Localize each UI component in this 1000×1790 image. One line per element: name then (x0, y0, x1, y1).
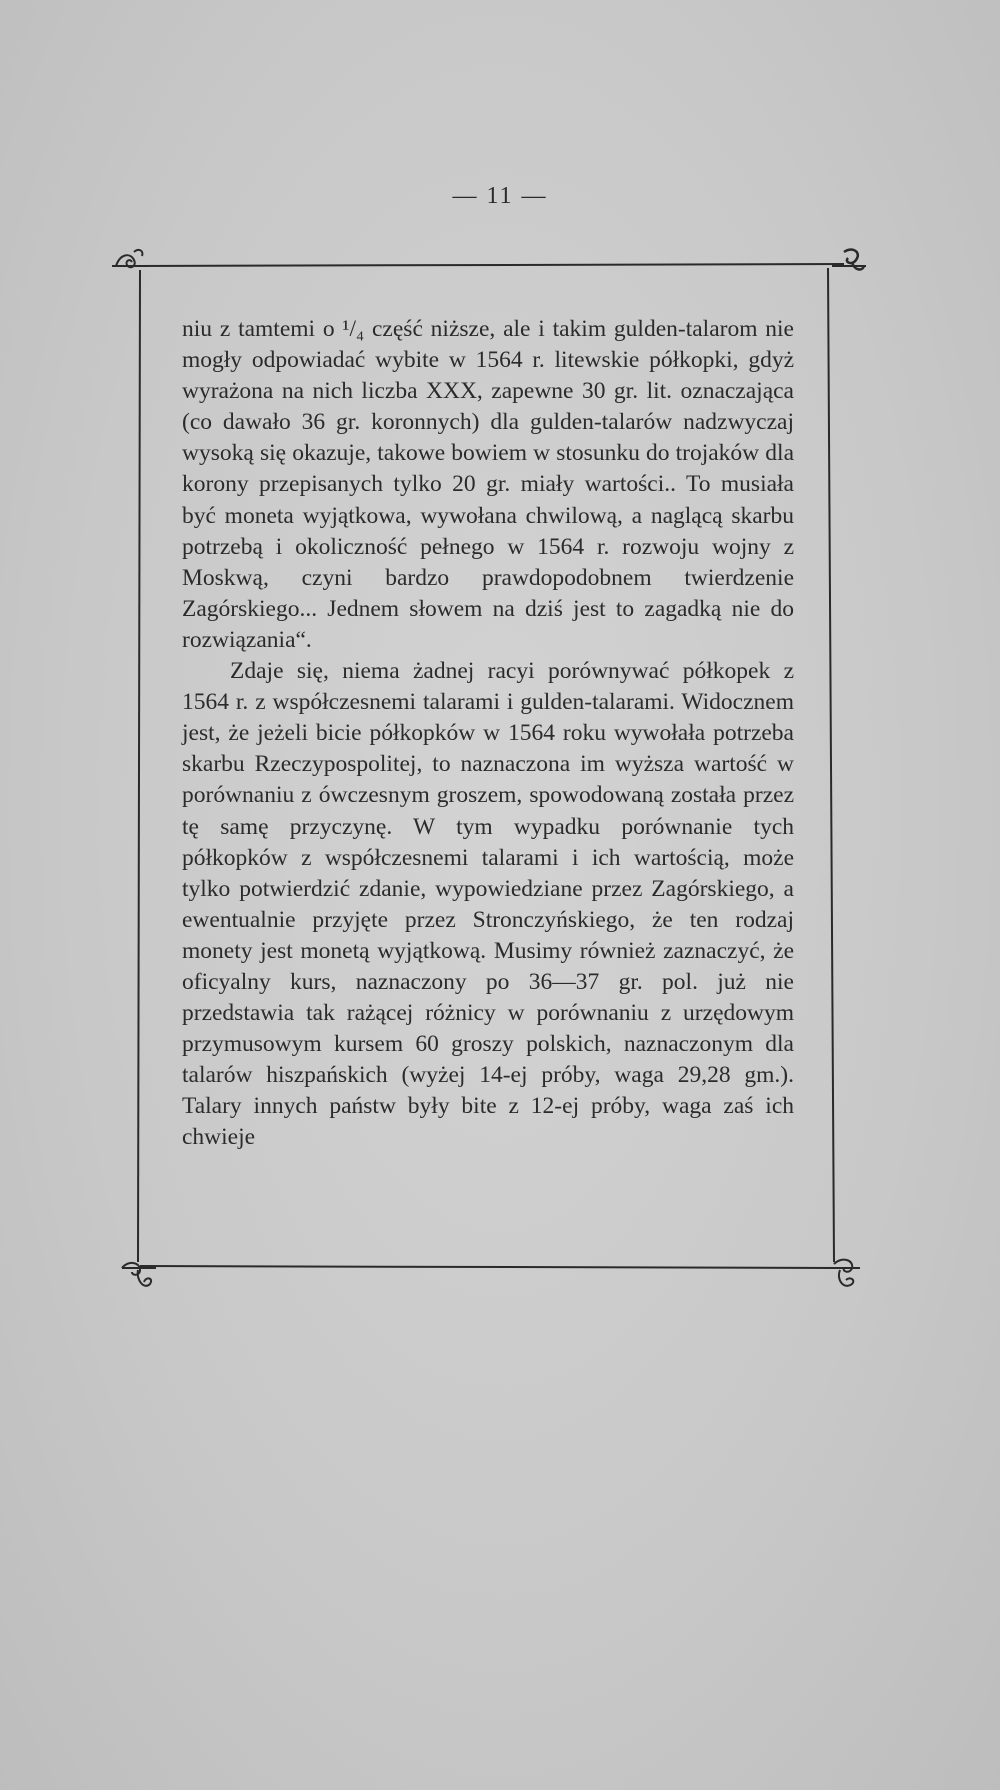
fleuron-icon (830, 242, 870, 282)
fleuron-icon (110, 240, 150, 280)
paragraph-1: niu z tamtemi o ¹/₄ część niższe, ale i takim gulden-talarom nie mogły odpowiadać wybite w 1564 r. litewskie półkopki, gdyż wyrażona na nich liczba XXX, zapewne 30 gr. lit. oznaczająca (co dawało 36 gr. koronnych) dla gulden-talarów nadzwyczaj wysoką się okazuje, takowe bowiem w stosunku do trojaków dla korony przepisanych tylko 20 gr. miały wartości.. To musiała być moneta wyjątkowa, wywołana chwilową, a naglącą skarbu potrzebą i okoliczność pełnego w 1564 r. rozwoju wojny z Moskwą, czyni bardzo prawdopodobnem twierdzenie Zagórskiego... Jednem słowem na dziś jest to zagadką nie do rozwiązania“. (182, 316, 794, 653)
fleuron-icon (824, 1254, 864, 1294)
fleuron-icon (118, 1256, 158, 1296)
page-number: — 11 — (452, 183, 548, 209)
body-text (182, 314, 794, 1154)
paragraph-2: Zdaje się, niema żadnej racyi porównywać półkopek z 1564 r. z współczesnemi talarami i gulden-talarami. Widocznem jest, że jeżeli bicie półkopków w 1564 roku wywołała potrzeba skarbu Rzeczypospolitej, to naznaczona im wyższa wartość w porównaniu z ówczesnym groszem, spowodowaną została przez tę samę przyczynę. W tym wypadku porównanie tych półkopków z współczesnemi talarami i ich wartością, może tylko potwierdzić zdanie, wypowiedziane przez Zagórskiego, a ewentualnie przyjęte przez Stronczyńskiego, że ten rodzaj monety jest monetą wyjątkową. Musimy również zaznaczyć, że oficyalny kurs, naznaczony po 36—37 gr. pol. już nie przedstawia tak rażącej różnicy w porównaniu z urzędowym przymusowym kursem 60 groszy polskich, naznaczonym dla talarów hiszpańskich (wyżej 14-ej próby, waga 29,28 gm.). Talary innych państw były bite z 12-ej próby, waga zaś ich chwieje (182, 658, 794, 1151)
